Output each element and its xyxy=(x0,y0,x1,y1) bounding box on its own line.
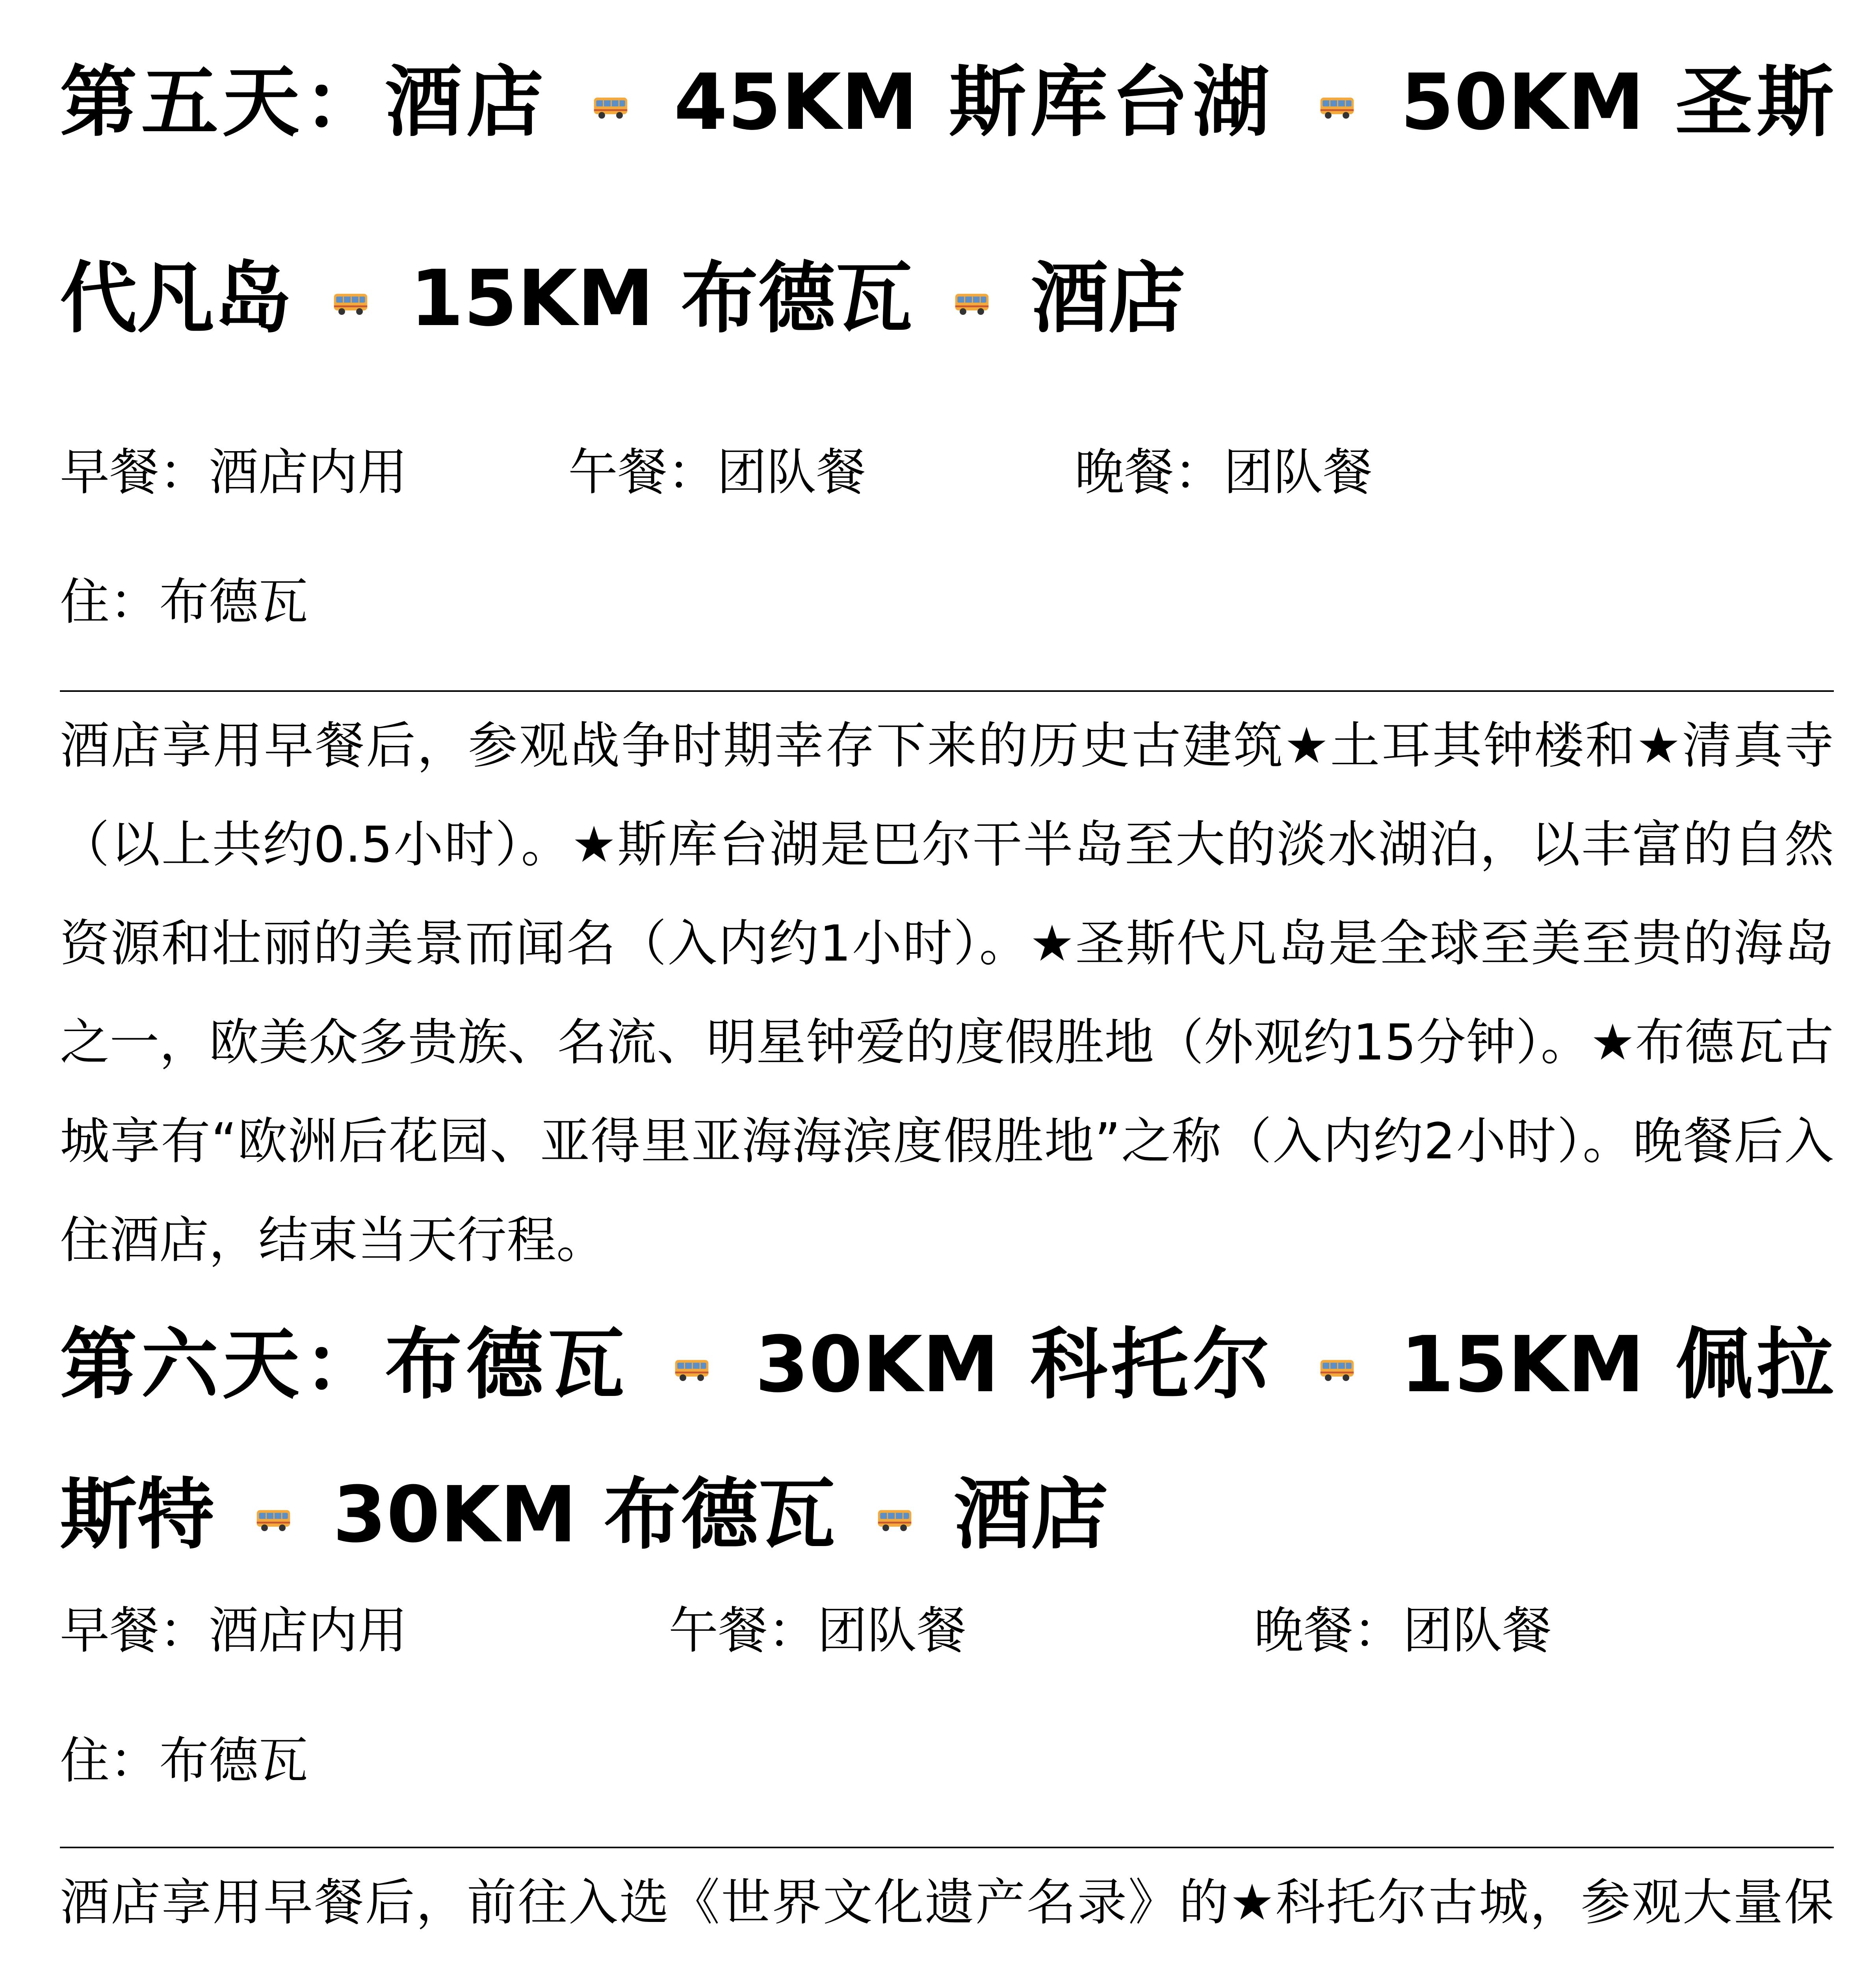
bus-icon xyxy=(674,1358,710,1382)
lunch-info: 午餐：团队餐 xyxy=(669,1602,966,1660)
breakfast-info: 早餐：酒店内用 xyxy=(60,1602,407,1660)
bus-icon xyxy=(954,292,990,316)
title-segment: 15KM 佩拉斯特 xyxy=(60,1320,1834,1560)
title-segment: 30KM 布德瓦 xyxy=(332,1470,836,1560)
title-segment: 第六天：布德瓦 xyxy=(60,1320,629,1410)
accommodation-info: 住：布德瓦 xyxy=(60,1732,308,1790)
lunch-info: 午餐：团队餐 xyxy=(568,443,866,501)
title-segment: 45KM 斯库台湖 xyxy=(674,58,1274,147)
day-6-title xyxy=(60,1290,1834,1590)
day-description: 酒店享用早餐后，前往入选《世界文化遗产名录》的★科托尔古城，参观大量保 xyxy=(60,1873,1834,1931)
bus-icon xyxy=(255,1508,292,1532)
title-segment: 15KM 布德瓦 xyxy=(410,254,913,344)
bus-icon xyxy=(593,95,629,120)
title-segment: 酒店 xyxy=(953,1470,1108,1560)
bus-icon xyxy=(332,292,369,316)
section-divider xyxy=(60,690,1834,692)
breakfast-info: 早餐：酒店内用 xyxy=(60,443,407,501)
title-segment: 酒店 xyxy=(1031,254,1185,344)
section-divider xyxy=(60,1847,1834,1848)
dinner-info: 晚餐：团队餐 xyxy=(1075,443,1373,501)
bus-icon xyxy=(1319,1358,1355,1382)
accommodation-info: 住：布德瓦 xyxy=(60,573,308,631)
bus-icon xyxy=(1319,95,1355,120)
dinner-info: 晚餐：团队餐 xyxy=(1254,1602,1552,1660)
day-description: 酒店享用早餐后，参观战争时期幸存下来的历史古建筑★土耳其钟楼和★清真寺（以上共约0.5小时）。★斯库台湖是巴尔干半岛至大的淡水湖泊，以丰富的自然资源和壮丽的美景而闻名（入内约1小时）。★圣斯代凡岛是全球至美至贵的海岛之一，欧美众多贵族、名流、明星钟爱的度假胜地（外观约15分钟）。★布德瓦古城享有“欧洲后花园、亚得里亚海海滨度假胜地”之称（入内约2小时）。晚餐后入住酒店，结束当天行程。 xyxy=(60,717,1834,1269)
meals-row xyxy=(60,433,1834,512)
title-segment: 50KM 圣斯代凡岛 xyxy=(60,58,1834,344)
bus-icon xyxy=(877,1508,913,1532)
meals-row xyxy=(60,1591,1834,1670)
day-5-title xyxy=(60,4,1834,397)
title-segment: 第五天：酒店 xyxy=(60,58,548,147)
title-segment: 30KM 科托尔 xyxy=(755,1320,1274,1410)
